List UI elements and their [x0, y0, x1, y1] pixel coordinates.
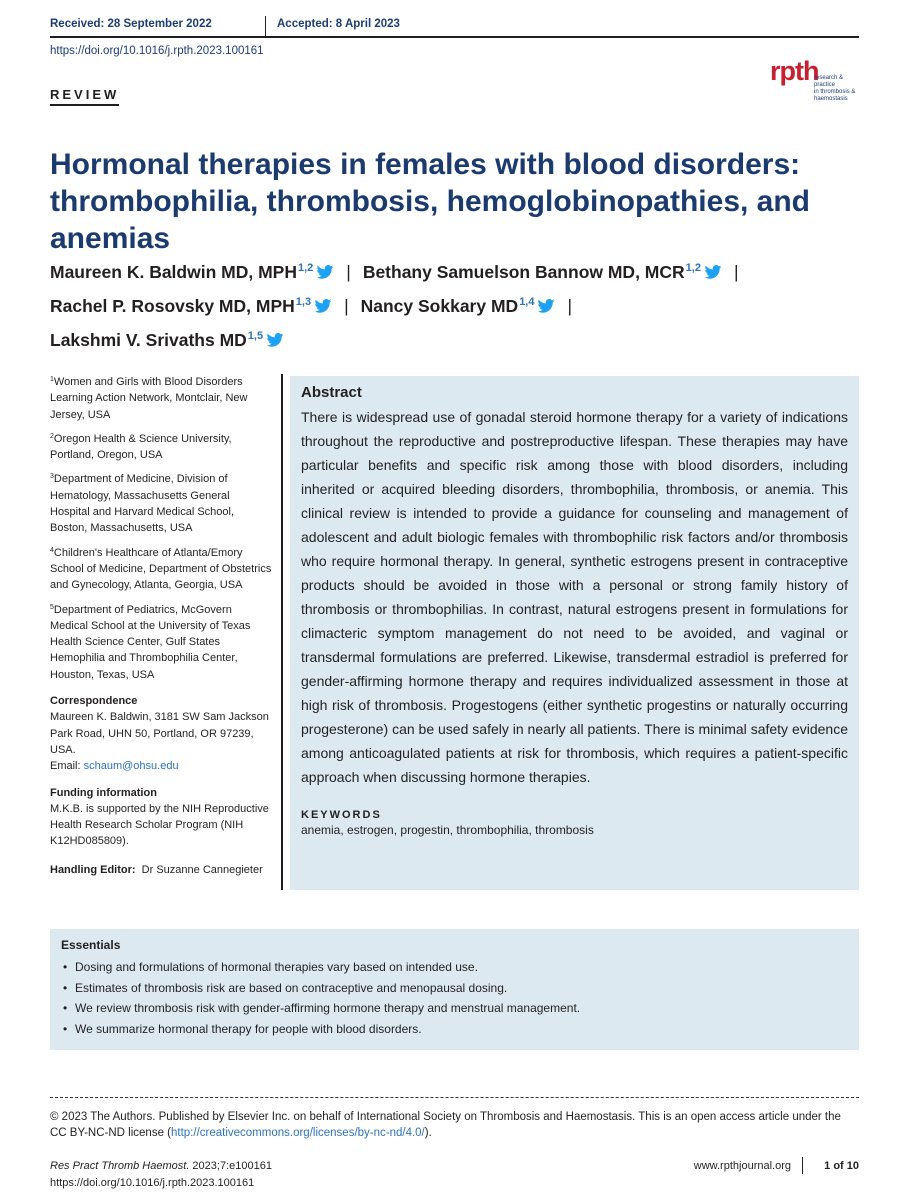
- header-divider: [265, 16, 266, 36]
- doi-link[interactable]: https://doi.org/10.1016/j.rpth.2023.100161: [50, 45, 264, 57]
- list-item: • Estimates of thrombosis risk are based on contraceptive and menopausal dosing.: [61, 978, 849, 999]
- handling-editor: Handling Editor: Dr Suzanne Cannegieter: [50, 863, 263, 876]
- license-notice: © 2023 The Authors. Published by Elsevier Inc. on behalf of International Society on Thrombosis and Haemostasis. This is an open access article under the CC BY-NC-ND license (http://creativecommons.org/licenses/by-nc-nd/4.0/).: [50, 1111, 841, 1139]
- author-affiliation-marker: 1,3: [295, 296, 312, 308]
- twitter-icon[interactable]: [316, 265, 334, 279]
- footnote-divider: [50, 1097, 859, 1098]
- author-separator: |: [346, 262, 351, 282]
- author-separator: |: [344, 296, 349, 316]
- license-link[interactable]: http://creativecommons.org/licenses/by-nc-nd/4.0/: [171, 1127, 425, 1139]
- sidebar-info: [50, 372, 272, 878]
- abstract-heading: Abstract: [301, 384, 362, 401]
- author-list: [50, 253, 860, 355]
- affiliation: $^5$Department of Pediatrics, McGovern Medical School at the University of Texas Health Science Center, Gulf States Hemophilia and Thrombophilia Center, Houston, Texas, USA: [50, 603, 251, 681]
- author-name[interactable]: Lakshmi V. Srivaths MD: [50, 330, 247, 350]
- abstract-text: There is widespread use of gonadal steroid hormone therapy for a variety of indications throughout the reproductive and postreproductive lifespan. These therapies may have particular benefits and specific risk among those with blood disorders, including inherited or acquired bleeding disorders, thrombophilia, thrombosis, or anemia. This clinical review is intended to provide a guidance for counseling and management of adolescent and adult biologic females with thrombophilic risk factors and/or thrombosis who require hormonal therapy. In general, synthetic estrogens present in contraceptive products should be avoided in those with a personal or strong family history of thrombosis or thrombophilias. In contrast, natural estrogens present in formulations for climacteric symptom management do not need to be avoided, and vaginal or transdermal formulations are preferred. Likewise, transdermal estradiol is preferred for gender-affirming hormone therapy and requires individualized assessment in those at high risk of thrombosis. Progestogens (either synthetic progestins or naturally occurring progesterone) can be used safely in nearly all patients. There is minimal safety evidence among anticoagulated patients at risk for thrombosis, which requires a patient-specific approach when discussing hormone therapies.: [301, 409, 848, 785]
- journal-logo[interactable]: [770, 56, 860, 102]
- author-name[interactable]: Bethany Samuelson Bannow MD, MCR: [362, 262, 685, 282]
- list-item: • We summarize hormonal therapy for people with blood disorders.: [61, 1019, 849, 1040]
- page-footer: [50, 1157, 859, 1193]
- keywords-list: anemia, estrogen, progestin, thrombophilia, thrombosis: [301, 823, 594, 837]
- correspondence-email: Email: schaum@ohsu.edu: [50, 760, 179, 773]
- author-affiliation-marker: 1,4: [519, 296, 535, 308]
- citation: Res Pract Thromb Haemost. 2023;7:e100161: [50, 1160, 272, 1172]
- affiliation: $^2$Oregon Health & Science University, Portland, Oregon, USA: [50, 432, 232, 462]
- email-link[interactable]: schaum@ohsu.edu: [83, 760, 179, 773]
- footer-doi[interactable]: https://doi.org/10.1016/j.rpth.2023.100161: [50, 1177, 255, 1189]
- twitter-icon[interactable]: [314, 299, 332, 313]
- header-bar: [50, 16, 859, 38]
- author-separator: |: [733, 262, 739, 282]
- author-name[interactable]: Rachel P. Rosovsky MD, MPH: [50, 296, 295, 316]
- correspondence-heading: Correspondence: [50, 695, 138, 708]
- author-separator: |: [567, 296, 573, 316]
- funding-heading: Funding information: [50, 786, 157, 799]
- affiliation: $^4$Children's Healthcare of Atlanta/Emory School of Medicine, Department of Obstetrics and Gynecology, Atlanta, Georgia, USA: [50, 546, 272, 592]
- essentials-heading: Essentials: [61, 938, 121, 952]
- author-affiliation-marker: 1,5: [247, 330, 264, 342]
- twitter-icon[interactable]: [266, 333, 284, 347]
- column-divider: [281, 374, 283, 890]
- page-number: 1 of 10: [824, 1160, 859, 1172]
- list-item: • Dosing and formulations of hormonal therapies vary based on intended use.: [61, 957, 849, 978]
- footer-divider: [802, 1157, 803, 1174]
- correspondence-address: Maureen K. Baldwin, 3181 SW Sam Jackson Park Road, UHN 50, Portland, OR 97239, USA.: [50, 711, 269, 756]
- abstract-box: [290, 376, 859, 890]
- twitter-icon[interactable]: [537, 299, 555, 313]
- accepted-date: Accepted: 8 April 2023: [277, 18, 400, 30]
- author-name[interactable]: Maureen K. Baldwin MD, MPH: [50, 262, 297, 282]
- affiliation: $^1$Women and Girls with Blood Disorders Learning Action Network, Montclair, New Jersey, USA: [50, 376, 248, 421]
- author-affiliation-marker: 1,2: [297, 262, 314, 274]
- funding-text: M.K.B. is supported by the NIH Reproductive Health Research Scholar Program (NIH K12HD085809).: [50, 802, 269, 848]
- section-label: REVIEW: [50, 87, 119, 106]
- journal-website[interactable]: www.rpthjournal.org: [693, 1160, 791, 1172]
- logo-subtitle: research & practice in thrombosis & haemostasis: [814, 75, 856, 102]
- essentials-box: [50, 929, 859, 1050]
- essentials-list: [61, 957, 849, 1039]
- list-item: • We review thrombosis risk with gender-affirming hormone therapy and menstrual management.: [61, 998, 849, 1019]
- article-title: Hormonal therapies in females with blood disorders: thrombophilia, thrombosis, hemoglobinopathies, and anemias: [50, 148, 811, 255]
- author-affiliation-marker: 1,2: [685, 262, 701, 274]
- affiliation: $^3$Department of Medicine, Division of Hematology, Massachusetts General Hospital and Harvard Medical School, Boston, Massachusetts, USA: [50, 473, 235, 535]
- twitter-icon[interactable]: [704, 265, 722, 279]
- author-name[interactable]: Nancy Sokkary MD: [360, 296, 519, 316]
- logo-mark: rpth: [770, 56, 819, 86]
- received-date: Received: 28 September 2022: [50, 18, 212, 30]
- keywords-heading: KEYWORDS: [301, 809, 382, 821]
